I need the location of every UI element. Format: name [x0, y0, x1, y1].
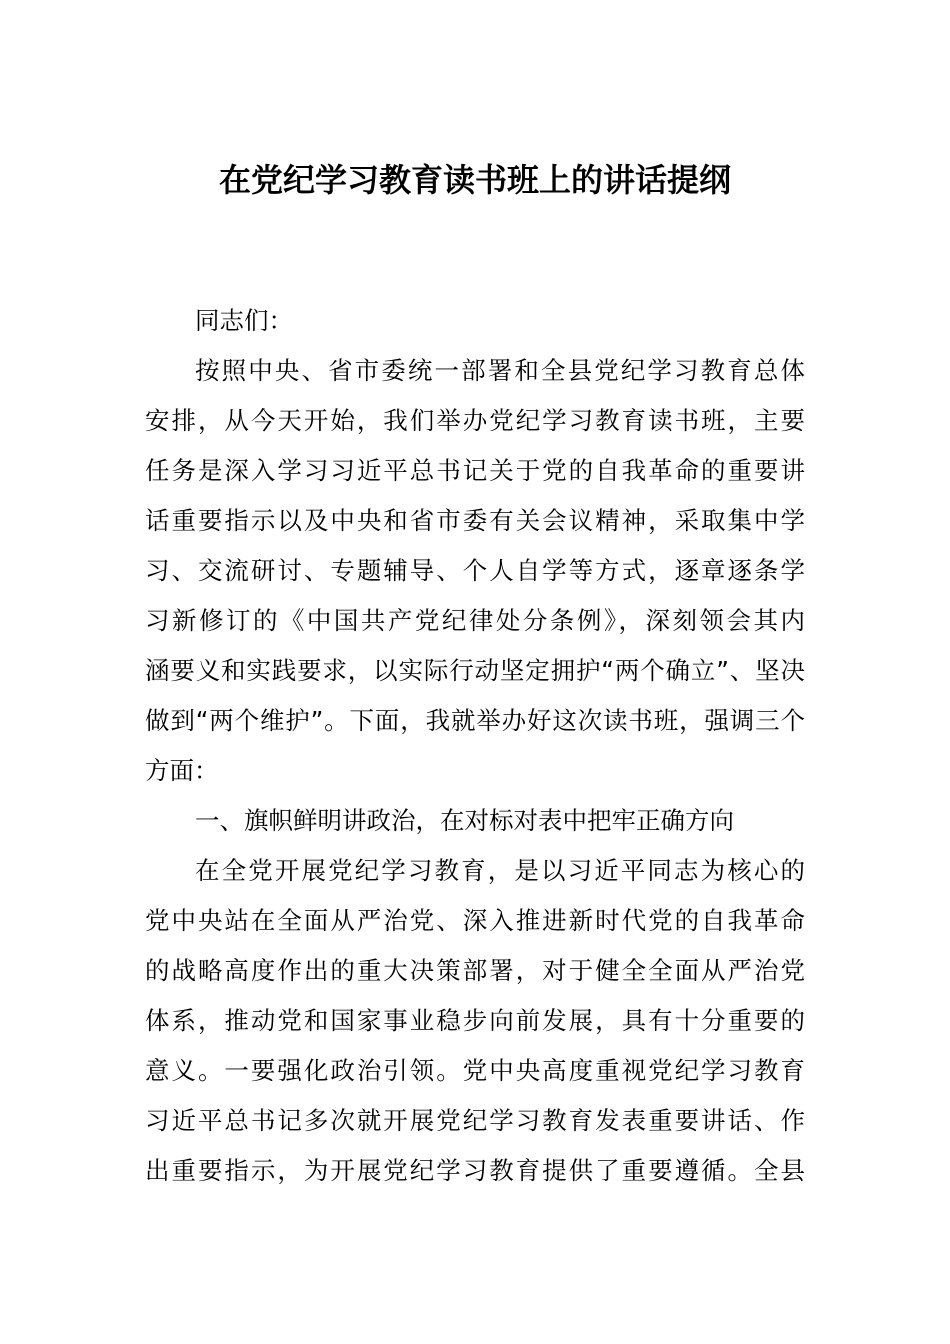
- text-line: 话重要指示以及中央和省市委有关会议精神，采取集中学: [145, 506, 805, 535]
- text-line: 做到“两个维护”。下面，我就举办好这次读书班，强调三个: [145, 706, 805, 735]
- text-line: 同志们：: [195, 306, 293, 335]
- text-line: 一、旗帜鲜明讲政治，在对标对表中把牢正确方向: [195, 806, 734, 835]
- text-line: 在全党开展党纪学习教育，是以习近平同志为核心的: [195, 856, 805, 885]
- text-line: 任务是深入学习习近平总书记关于党的自我革命的重要讲: [145, 456, 805, 485]
- text-line: 体系，推动党和国家事业稳步向前发展，具有十分重要的: [145, 1006, 805, 1035]
- text-line: 习、交流研讨、专题辅导、个人自学等方式，逐章逐条学: [145, 556, 805, 585]
- text-line: 涵要义和实践要求，以实际行动坚定拥护“两个确立”、坚决: [145, 656, 805, 685]
- text-line: 出重要指示，为开展党纪学习教育提供了重要遵循。全县: [145, 1156, 805, 1185]
- text-line: 习新修订的《中国共产党纪律处分条例》，深刻领会其内: [145, 606, 805, 635]
- text-line: 意义。一要强化政治引领。党中央高度重视党纪学习教育: [145, 1056, 805, 1085]
- document-body: [145, 296, 805, 1196]
- text-line: 安排，从今天开始，我们举办党纪学习教育读书班，主要: [145, 406, 805, 435]
- document-title: 在党纪学习教育读书班上的讲话提纲: [218, 161, 731, 199]
- text-line: 的战略高度作出的重大决策部署，对于健全全面从严治党: [145, 956, 805, 985]
- text-line: 方面：: [145, 756, 219, 785]
- text-line: 按照中央、省市委统一部署和全县党纪学习教育总体: [195, 356, 805, 385]
- text-line: 习近平总书记多次就开展党纪学习教育发表重要讲话、作: [145, 1106, 805, 1135]
- text-line: 党中央站在全面从严治党、深入推进新时代党的自我革命: [145, 906, 805, 935]
